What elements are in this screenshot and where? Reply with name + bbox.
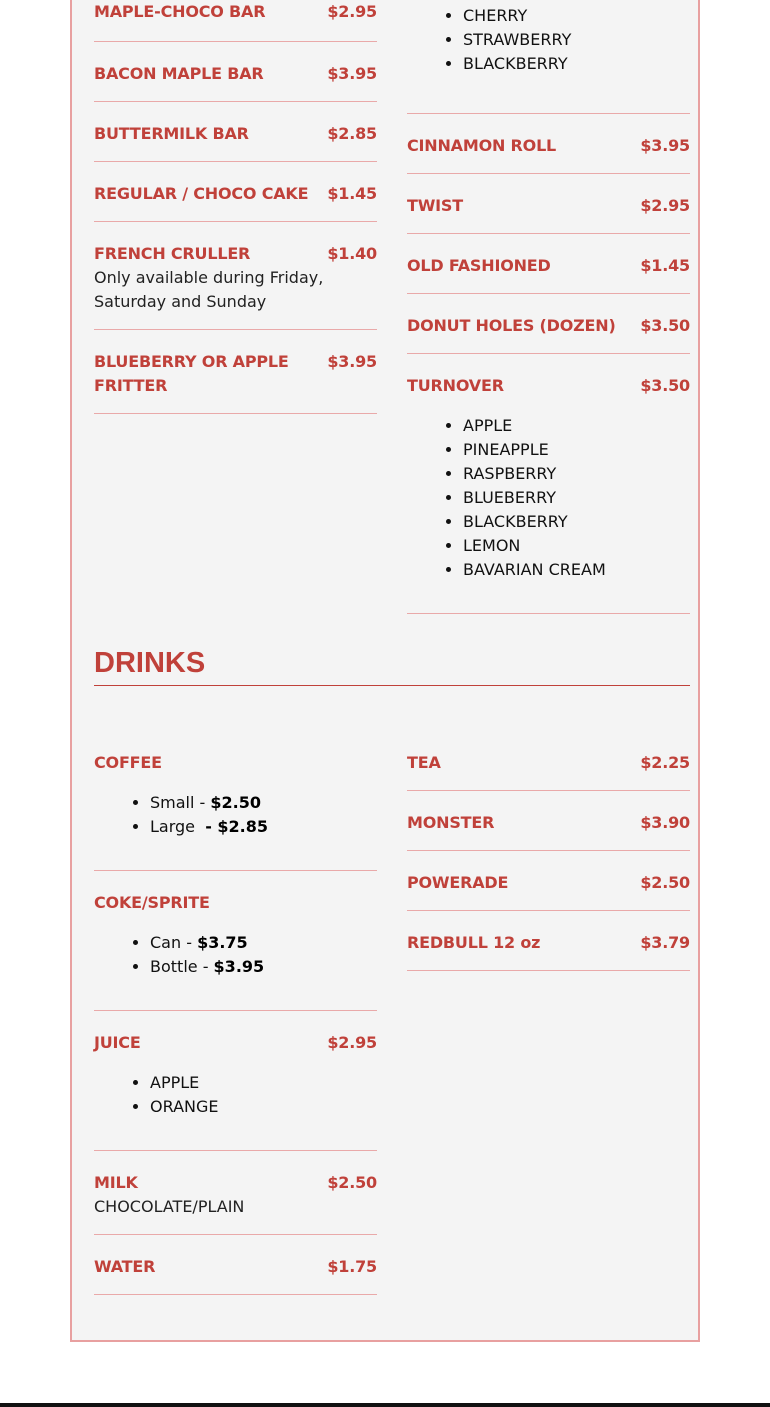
menu-item-buttermilk-bar — [94, 102, 377, 162]
item-name: FRENCH CRULLER — [94, 244, 251, 263]
menu-item-cinnamon-roll — [407, 114, 690, 174]
item-name: MILK — [94, 1173, 138, 1192]
option-label: Small - — [150, 793, 211, 812]
drinks-left-column — [94, 751, 377, 1295]
option-label: Large — [150, 817, 206, 836]
menu-item-redbull — [407, 911, 690, 971]
menu-item-regular-choco-cake — [94, 162, 377, 222]
item-name: CINNAMON ROLL — [407, 136, 557, 155]
item-name: COKE/SPRITE — [94, 893, 210, 912]
item-price: $2.50 — [640, 873, 690, 892]
item-name: REGULAR / CHOCO CAKE — [94, 184, 309, 203]
item-name: POWERADE — [407, 873, 509, 892]
option-list — [407, 414, 690, 582]
option-list — [94, 1071, 377, 1119]
menu-item-coffee — [94, 751, 377, 871]
item-price: $2.95 — [640, 196, 690, 215]
item-name: TEA — [407, 753, 441, 772]
item-price: $3.95 — [327, 64, 377, 83]
item-name: WATER — [94, 1257, 156, 1276]
item-name: BLUEBERRY OR APPLE FRITTER — [94, 352, 289, 395]
menu-item-juice — [94, 1011, 377, 1151]
donuts-right-column — [407, 0, 690, 614]
item-price: $2.95 — [327, 2, 377, 21]
option-price: $2.50 — [210, 793, 261, 812]
option-item: • ORANGE — [150, 1095, 377, 1119]
menu-item-french-cruller — [94, 222, 377, 330]
option-item: • LEMON — [463, 534, 690, 558]
option-item: • BLACKBERRY — [463, 510, 690, 534]
menu-item-monster — [407, 791, 690, 851]
option-list — [94, 931, 377, 979]
option-item: • APPLE — [463, 414, 690, 438]
item-price: $3.95 — [640, 136, 690, 155]
option-price: $3.75 — [197, 933, 248, 952]
menu-item-water — [94, 1235, 377, 1295]
item-price: $3.50 — [640, 376, 690, 395]
option-item: • STRAWBERRY — [463, 28, 690, 52]
item-name: REDBULL 12 oz — [407, 933, 541, 952]
item-name: BUTTERMILK BAR — [94, 124, 249, 143]
section-title-drinks: DRINKS — [94, 648, 690, 686]
item-price: $3.50 — [640, 316, 690, 335]
menu-item-turnover — [407, 354, 690, 614]
item-name: TWIST — [407, 196, 463, 215]
option-item — [150, 955, 377, 979]
menu-item-bacon-maple-bar — [94, 42, 377, 102]
item-name: MONSTER — [407, 813, 495, 832]
item-name: DONUT HOLES (DOZEN) — [407, 316, 616, 335]
option-item: • PINEAPPLE — [463, 438, 690, 462]
item-price: $2.25 — [640, 753, 690, 772]
item-name: MAPLE-CHOCO BAR — [94, 2, 266, 21]
menu-item-maple-choco-bar — [94, 0, 377, 42]
option-item: • BAVARIAN CREAM — [463, 558, 690, 582]
option-item: • CHERRY — [463, 4, 690, 28]
item-price: $1.75 — [327, 1257, 377, 1276]
menu-item-milk — [94, 1151, 377, 1235]
item-price: $2.50 — [327, 1173, 377, 1192]
item-description: Only available during Friday, Saturday and Sunday — [94, 268, 324, 311]
option-item: • RASPBERRY — [463, 462, 690, 486]
drinks-right-column — [407, 751, 690, 971]
option-item — [150, 791, 377, 815]
menu-item-tea — [407, 751, 690, 791]
option-list — [407, 4, 690, 76]
item-price: $2.85 — [327, 124, 377, 143]
menu-item-fritter — [94, 330, 377, 414]
item-price: $2.95 — [327, 1033, 377, 1052]
option-price: $3.95 — [213, 957, 265, 976]
item-price: $1.45 — [327, 184, 377, 203]
item-name: BACON MAPLE BAR — [94, 64, 264, 83]
option-list — [94, 791, 377, 839]
item-price: $1.40 — [327, 244, 377, 263]
menu-item-coke-sprite — [94, 871, 377, 1011]
item-name: OLD FASHIONED — [407, 256, 551, 275]
item-price: $3.79 — [640, 933, 690, 952]
menu-item-donut-holes — [407, 294, 690, 354]
menu-panel — [70, 0, 700, 1342]
option-item — [150, 931, 377, 955]
page-bottom-edge — [0, 1403, 770, 1407]
option-item — [150, 815, 377, 839]
option-item: • BLACKBERRY — [463, 52, 690, 76]
option-item: • BLUEBERRY — [463, 486, 690, 510]
menu-item-old-fashioned — [407, 234, 690, 294]
donuts-left-column — [94, 0, 377, 414]
menu-item-twist — [407, 174, 690, 234]
item-price: $1.45 — [640, 256, 690, 275]
item-name: COFFEE — [94, 753, 162, 772]
menu-item-continued-options — [407, 4, 690, 114]
item-description: CHOCOLATE/PLAIN — [94, 1197, 245, 1216]
menu-item-powerade — [407, 851, 690, 911]
item-name: JUICE — [94, 1033, 141, 1052]
option-label: Bottle - — [150, 957, 214, 976]
option-price: - $2.85 — [205, 817, 269, 836]
option-item: • APPLE — [150, 1071, 377, 1095]
item-name: TURNOVER — [407, 376, 504, 395]
option-label: Can - — [150, 933, 198, 952]
item-price: $3.90 — [640, 813, 690, 832]
item-price: $3.95 — [327, 352, 377, 371]
